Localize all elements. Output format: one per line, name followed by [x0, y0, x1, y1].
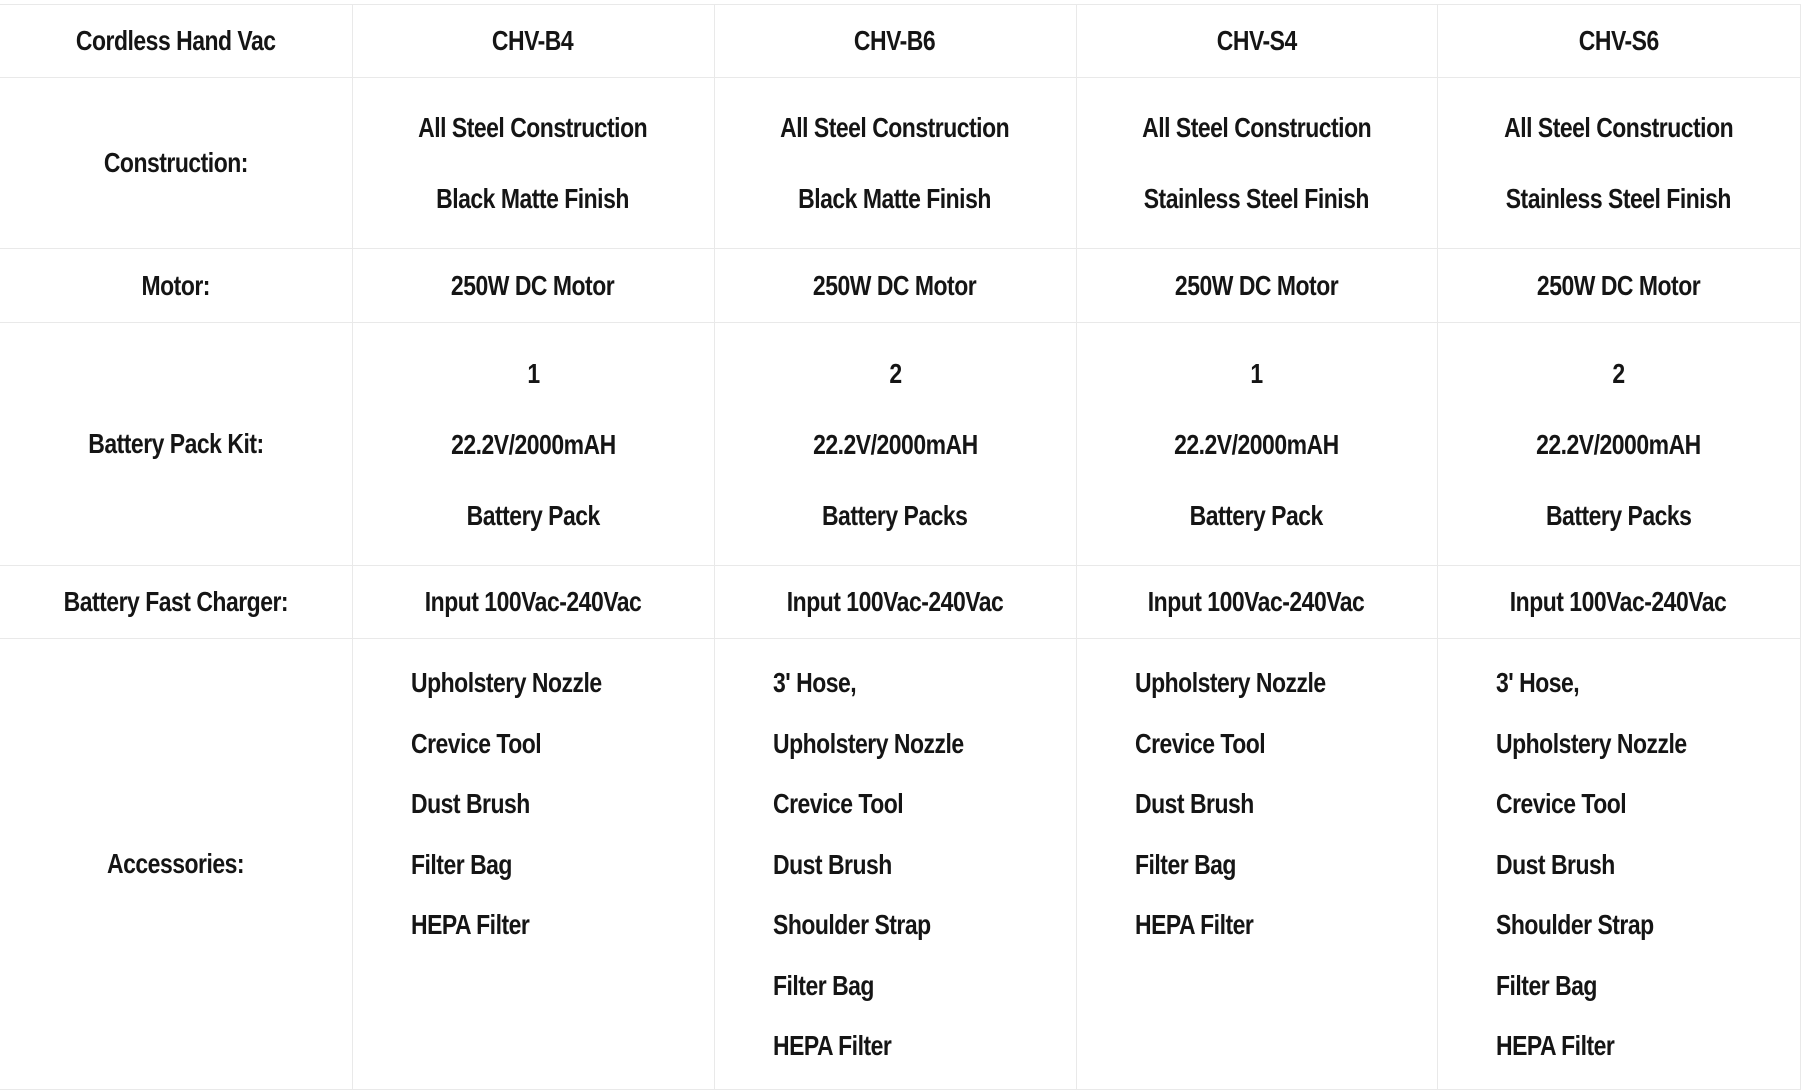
accessories-list: [1077, 639, 1437, 956]
battery-pack-label: Battery Packs: [822, 499, 968, 531]
construction-cell: [714, 78, 1076, 249]
list-item: Upholstery Nozzle: [1495, 727, 1687, 759]
construction-cell: [1076, 78, 1437, 249]
list-item: Filter Bag: [1495, 969, 1597, 1001]
motor-cell: [1437, 249, 1800, 323]
motor-cell: [714, 249, 1076, 323]
charger-cell: [1076, 566, 1437, 639]
construction-line: All Steel Construction: [1503, 112, 1734, 143]
list-item: HEPA Filter: [1495, 1030, 1614, 1061]
charger-value: Input 100Vac-240Vac: [1148, 586, 1365, 617]
battery-spec: 22.2V/2000mAH: [1174, 428, 1339, 460]
battery-spec: 22.2V/2000mAH: [812, 428, 978, 460]
list-item: 3' Hose,: [772, 667, 856, 698]
header-label: Cordless Hand Vac: [75, 25, 276, 56]
motor-cell: [1076, 249, 1437, 323]
construction-line: All Steel Construction: [418, 112, 648, 143]
construction-line: All Steel Construction: [780, 112, 1010, 143]
row-label: Battery Fast Charger:: [63, 586, 288, 617]
construction-line: All Steel Construction: [1141, 112, 1372, 143]
battery-count: 1: [1250, 357, 1263, 389]
construction-row: [0, 78, 1800, 249]
list-item: Dust Brush: [410, 788, 530, 819]
construction-cell: [1437, 78, 1800, 249]
list-item: Dust Brush: [772, 848, 892, 880]
motor-value: 250W DC Motor: [1174, 269, 1339, 301]
charger-cell: [352, 566, 714, 639]
motor-label-cell: [0, 249, 352, 323]
list-item: Upholstery Nozzle: [1134, 667, 1326, 698]
accessories-row: [0, 639, 1800, 1090]
charger-value: Input 100Vac-240Vac: [1510, 586, 1727, 617]
accessories-list: [715, 639, 1076, 1077]
list-item: Crevice Tool: [1495, 788, 1626, 819]
list-item: HEPA Filter: [772, 1030, 891, 1061]
finish-line: Black Matte Finish: [798, 183, 992, 214]
list-item: HEPA Filter: [410, 909, 529, 940]
battery-cell: [1076, 323, 1437, 566]
charger-value: Input 100Vac-240Vac: [424, 586, 642, 617]
motor-cell: [352, 249, 714, 323]
finish-line: Black Matte Finish: [436, 183, 630, 214]
row-label: Motor:: [141, 269, 210, 301]
motor-row: [0, 249, 1800, 323]
header-label-cell: [0, 5, 352, 78]
battery-spec: 22.2V/2000mAH: [450, 428, 616, 460]
spec-comparison-table: [0, 4, 1801, 1090]
battery-label-cell: [0, 323, 352, 566]
accessories-cell: [1437, 639, 1800, 1090]
motor-value: 250W DC Motor: [451, 269, 615, 301]
battery-pack-label: Battery Pack: [1189, 499, 1324, 531]
accessories-cell: [352, 639, 714, 1090]
finish-line: Stainless Steel Finish: [1143, 183, 1370, 214]
model-header-cell: [352, 5, 714, 78]
accessories-cell: [714, 639, 1076, 1090]
row-label: Battery Pack Kit:: [88, 428, 264, 459]
construction-label-cell: [0, 78, 352, 249]
battery-pack-label: Battery Packs: [1545, 499, 1692, 531]
model-name: CHV-B4: [492, 25, 574, 56]
construction-cell: [352, 78, 714, 249]
battery-cell: [1437, 323, 1800, 566]
list-item: Dust Brush: [1495, 848, 1615, 880]
model-name: CHV-B6: [854, 25, 936, 56]
battery-pack-label: Battery Pack: [466, 499, 600, 531]
finish-line: Stainless Steel Finish: [1505, 183, 1732, 214]
list-item: Filter Bag: [772, 969, 874, 1001]
list-item: 3' Hose,: [1495, 667, 1579, 698]
list-item: Shoulder Strap: [1495, 909, 1654, 940]
list-item: Crevice Tool: [1134, 727, 1265, 759]
model-header-cell: [1076, 5, 1437, 78]
list-item: Filter Bag: [1134, 848, 1236, 880]
list-item: HEPA Filter: [1134, 909, 1253, 940]
battery-cell: [352, 323, 714, 566]
row-label: Accessories:: [107, 848, 245, 879]
model-name: CHV-S6: [1578, 25, 1659, 56]
battery-row: [0, 323, 1800, 566]
list-item: Crevice Tool: [410, 727, 541, 759]
charger-row: [0, 566, 1800, 639]
list-item: Filter Bag: [410, 848, 512, 880]
battery-count: 1: [526, 357, 540, 389]
battery-cell: [714, 323, 1076, 566]
accessories-list: [1438, 639, 1800, 1077]
model-header-cell: [1437, 5, 1800, 78]
list-item: Dust Brush: [1134, 788, 1254, 819]
header-row: [0, 5, 1800, 78]
battery-spec: 22.2V/2000mAH: [1536, 428, 1701, 460]
battery-count: 2: [1612, 357, 1625, 389]
motor-value: 250W DC Motor: [813, 269, 977, 301]
charger-cell: [1437, 566, 1800, 639]
charger-cell: [714, 566, 1076, 639]
battery-count: 2: [888, 357, 902, 389]
list-item: Upholstery Nozzle: [410, 667, 602, 698]
row-label: Construction:: [103, 147, 248, 178]
accessories-label-cell: [0, 639, 352, 1090]
list-item: Crevice Tool: [772, 788, 903, 819]
list-item: Shoulder Strap: [772, 909, 931, 940]
motor-value: 250W DC Motor: [1536, 269, 1701, 301]
model-header-cell: [714, 5, 1076, 78]
charger-value: Input 100Vac-240Vac: [786, 586, 1004, 617]
list-item: Upholstery Nozzle: [772, 727, 964, 759]
accessories-list: [353, 639, 714, 956]
model-name: CHV-S4: [1216, 25, 1297, 56]
charger-label-cell: [0, 566, 352, 639]
accessories-cell: [1076, 639, 1437, 1090]
